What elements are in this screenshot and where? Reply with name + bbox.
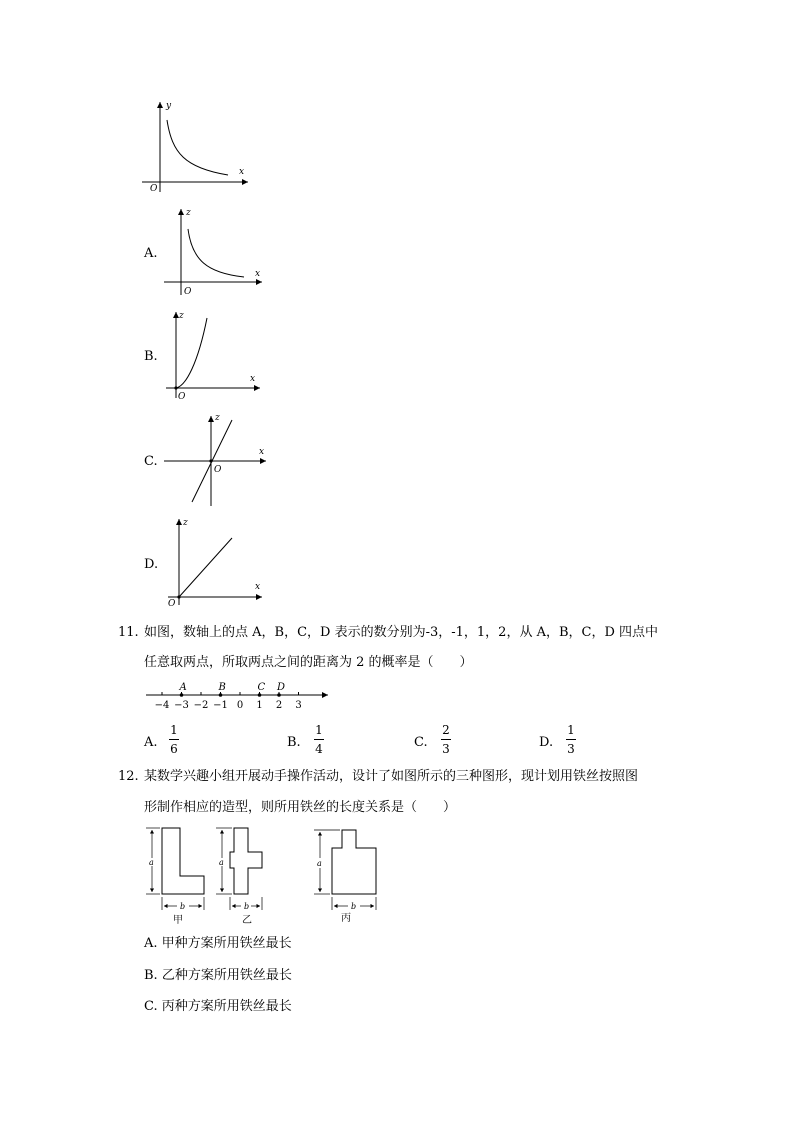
- svg-text:x: x: [259, 447, 265, 457]
- number-line-point-label: C: [257, 682, 266, 693]
- q12-option-c[interactable]: C. 丙种方案所用铁丝最长: [144, 999, 292, 1014]
- stem-y-label: y: [166, 101, 172, 111]
- q10-option-b-letter[interactable]: B.: [144, 349, 158, 364]
- svg-text:b: b: [351, 902, 357, 911]
- svg-text:z: z: [179, 311, 184, 321]
- number-line-point-label: B: [218, 682, 226, 693]
- svg-text:x: x: [255, 582, 261, 592]
- svg-text:x: x: [250, 374, 256, 384]
- svg-text:a: a: [149, 858, 154, 867]
- svg-text:O: O: [178, 392, 186, 400]
- q10-option-a-letter[interactable]: A.: [144, 246, 158, 261]
- q11-number: 11.: [118, 625, 139, 640]
- number-line-tick-label: 2: [275, 700, 283, 710]
- q11-option-a-fraction: 1 6: [170, 723, 178, 756]
- figure-bing-name: 丙: [341, 913, 351, 924]
- q12-figure-jia: [144, 822, 214, 930]
- q10-option-c-letter[interactable]: C.: [144, 454, 158, 469]
- svg-text:O: O: [214, 465, 222, 475]
- svg-text:z: z: [183, 518, 188, 528]
- q11-option-b-letter[interactable]: B.: [287, 735, 301, 750]
- svg-text:z: z: [215, 413, 220, 423]
- q11-stem-line1: 如图，数轴上的点 A，B，C，D 表示的数分别为-3，-1，1，2，从 A，B，C，D 四点中: [144, 625, 659, 640]
- number-line-point: [219, 693, 223, 697]
- svg-text:b: b: [180, 902, 186, 911]
- svg-text:z: z: [186, 208, 191, 218]
- q11-option-d-letter[interactable]: D.: [539, 735, 554, 750]
- q11-option-c-letter[interactable]: C.: [414, 735, 428, 750]
- figure-jia-name: 甲: [173, 915, 183, 926]
- q11-number-line: [144, 680, 334, 710]
- number-line-tick-label: −3: [174, 700, 189, 710]
- number-line-tick-label: 1: [256, 700, 263, 710]
- q12-number: 12.: [118, 769, 139, 784]
- q12-stem-line1: 某数学兴趣小组开展动手操作活动，设计了如图所示的三种图形，现计划用铁丝按照图: [144, 769, 639, 784]
- q11-option-a-letter[interactable]: A.: [144, 735, 158, 750]
- stem-x-label: x: [239, 167, 245, 177]
- q10-option-b-graph: [164, 308, 264, 400]
- q12-stem-line2: 形制作相应的造型，则所用铁丝的长度关系是（ ）: [144, 800, 457, 815]
- q12-option-a[interactable]: A. 甲种方案所用铁丝最长: [144, 936, 292, 951]
- number-line-tick-label: 0: [236, 700, 244, 710]
- svg-text:a: a: [317, 859, 322, 868]
- q12-figure-yi: [214, 822, 284, 930]
- stem-graph: [140, 98, 255, 194]
- number-line-tick-label: −1: [213, 700, 228, 710]
- number-line-point: [258, 693, 262, 697]
- q10-option-d-graph: [166, 515, 266, 607]
- number-line-tick-label: 3: [295, 700, 302, 710]
- q11-option-b-fraction: 1 4: [315, 723, 323, 756]
- q12-option-b[interactable]: B. 乙种方案所用铁丝最长: [144, 968, 292, 983]
- q12-figure-bing: [308, 822, 388, 930]
- number-line-point-label: A: [179, 682, 187, 693]
- q10-option-d-letter[interactable]: D.: [144, 557, 159, 572]
- number-line-tick-label: −2: [193, 700, 209, 710]
- q11-stem-line2: 任意取两点，所取两点之间的距离为 2 的概率是（ ）: [144, 655, 473, 670]
- q10-option-c-graph: [160, 412, 270, 508]
- svg-text:a: a: [219, 858, 224, 867]
- number-line-tick-label: −4: [154, 700, 170, 710]
- svg-text:O: O: [168, 599, 176, 607]
- figure-yi-name: 乙: [242, 915, 252, 926]
- stem-curve: [167, 120, 228, 175]
- stem-origin: O: [150, 184, 158, 194]
- q10-option-a-graph: [162, 205, 267, 297]
- svg-text:b: b: [244, 902, 250, 911]
- number-line-point: [180, 693, 184, 697]
- q11-option-d-fraction: 1 3: [567, 723, 575, 756]
- number-line-point: [277, 693, 281, 697]
- number-line-point-label: D: [277, 682, 286, 693]
- q11-option-c-fraction: 2 3: [442, 723, 450, 756]
- svg-text:O: O: [184, 287, 192, 297]
- svg-text:x: x: [255, 269, 261, 279]
